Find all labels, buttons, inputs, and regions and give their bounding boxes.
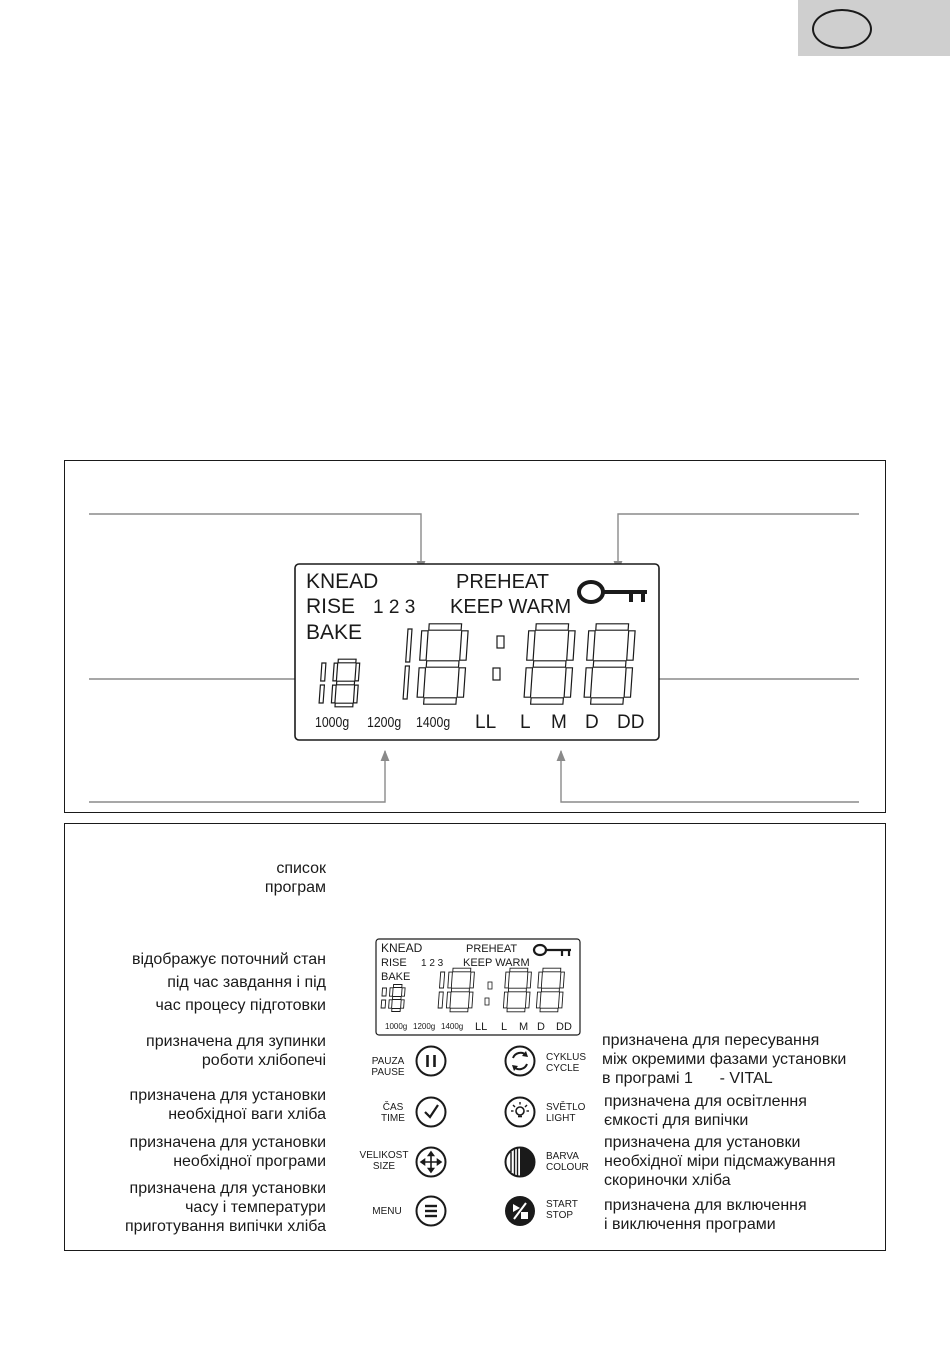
lcd-small-replica <box>375 938 581 1036</box>
lcd-small-rise-stages: 1 2 3 <box>421 958 444 969</box>
desc-cycle: призначена для пересування між окремими фазами установки в програмі 1 - VITAL <box>602 1032 847 1087</box>
cycle-button-label: CYKLUS CYCLE <box>546 1052 587 1074</box>
time-button-label: ČAS TIME <box>381 1102 405 1124</box>
crust-l: L <box>520 712 531 733</box>
weight-1000: 1000g <box>315 713 350 731</box>
callout-line-lock <box>618 514 859 571</box>
crust-m: M <box>551 712 567 733</box>
svg-text:M: M <box>519 1021 529 1033</box>
desc-time-temp: призначена для установки часу і температури приготування випічки хліба <box>125 1180 326 1235</box>
size-arrows-icon[interactable] <box>415 1146 447 1178</box>
light-bulb-icon[interactable] <box>504 1096 536 1128</box>
svg-text:1200g: 1200g <box>413 1022 436 1031</box>
language-tab <box>798 0 950 56</box>
lcd-small-rise: RISE <box>381 957 407 969</box>
pause-button-label: PAUZA PAUSE <box>371 1056 405 1078</box>
desc-weight: призначена для установки необхідної ваги хліба <box>129 1087 326 1123</box>
desc-colour: призначена для установки необхідної міри підсмажування скориночки хліба <box>604 1134 836 1189</box>
svg-text:D: D <box>537 1021 545 1033</box>
callout-line-weight <box>89 751 385 802</box>
svg-text:1000g: 1000g <box>385 1022 408 1031</box>
desc-display-status: відображує поточний стан під час завдання і під час процесу підготовки <box>131 951 326 1014</box>
control-panel-description <box>64 823 886 1251</box>
weight-1400: 1400g <box>416 713 451 731</box>
lcd-knead: KNEAD <box>306 570 379 593</box>
lcd-diagram-panel <box>64 460 886 813</box>
desc-program-list: список програм <box>264 860 326 896</box>
colour-button-label: BARVA COLOUR <box>546 1151 589 1173</box>
desc-program: призначена для установки необхідної програми <box>129 1134 326 1170</box>
desc-light: призначена для освітлення ємкості для випічки <box>604 1093 807 1129</box>
start-stop-icon[interactable] <box>504 1195 536 1227</box>
lcd-rise-stages: 1 2 3 <box>373 597 416 618</box>
desc-pause: призначена для зупинки роботи хлібопечі <box>146 1033 326 1069</box>
svg-text:L: L <box>501 1021 508 1033</box>
light-button-label: SVĚTLO LIGHT <box>546 1102 586 1124</box>
svg-text:LL: LL <box>475 1021 488 1033</box>
lcd-keep-warm: KEEP WARM <box>450 596 572 618</box>
desc-start-stop: призначена для включення і виключення програми <box>604 1197 807 1233</box>
lcd-small-preheat: PREHEAT <box>466 943 518 955</box>
lcd-diagram <box>65 461 887 814</box>
crust-d: D <box>585 712 599 733</box>
svg-text:1400g: 1400g <box>441 1022 464 1031</box>
pause-icon[interactable] <box>415 1045 447 1077</box>
callout-line-status <box>89 514 421 571</box>
lcd-preheat: PREHEAT <box>456 571 549 593</box>
weight-1200: 1200g <box>367 713 402 731</box>
lcd-bake: BAKE <box>306 621 363 644</box>
clock-icon[interactable] <box>415 1096 447 1128</box>
lcd-small-bake: BAKE <box>381 971 411 983</box>
cycle-icon[interactable] <box>504 1045 536 1077</box>
menu-icon[interactable] <box>415 1195 447 1227</box>
start-stop-button-label: START STOP <box>546 1199 578 1221</box>
crust-dd: DD <box>617 712 645 733</box>
crust-colour-icon[interactable] <box>504 1146 536 1178</box>
svg-text:DD: DD <box>556 1021 572 1033</box>
language-badge <box>812 9 872 49</box>
lcd-small-knead: KNEAD <box>381 941 423 955</box>
size-button-label: VELIKOST SIZE <box>359 1150 409 1172</box>
crust-ll: LL <box>475 712 497 733</box>
lcd-small-keep-warm: KEEP WARM <box>463 957 530 969</box>
callout-line-crust <box>561 751 859 802</box>
lcd-rise: RISE <box>306 595 356 618</box>
menu-button-label: MENU <box>372 1206 402 1217</box>
